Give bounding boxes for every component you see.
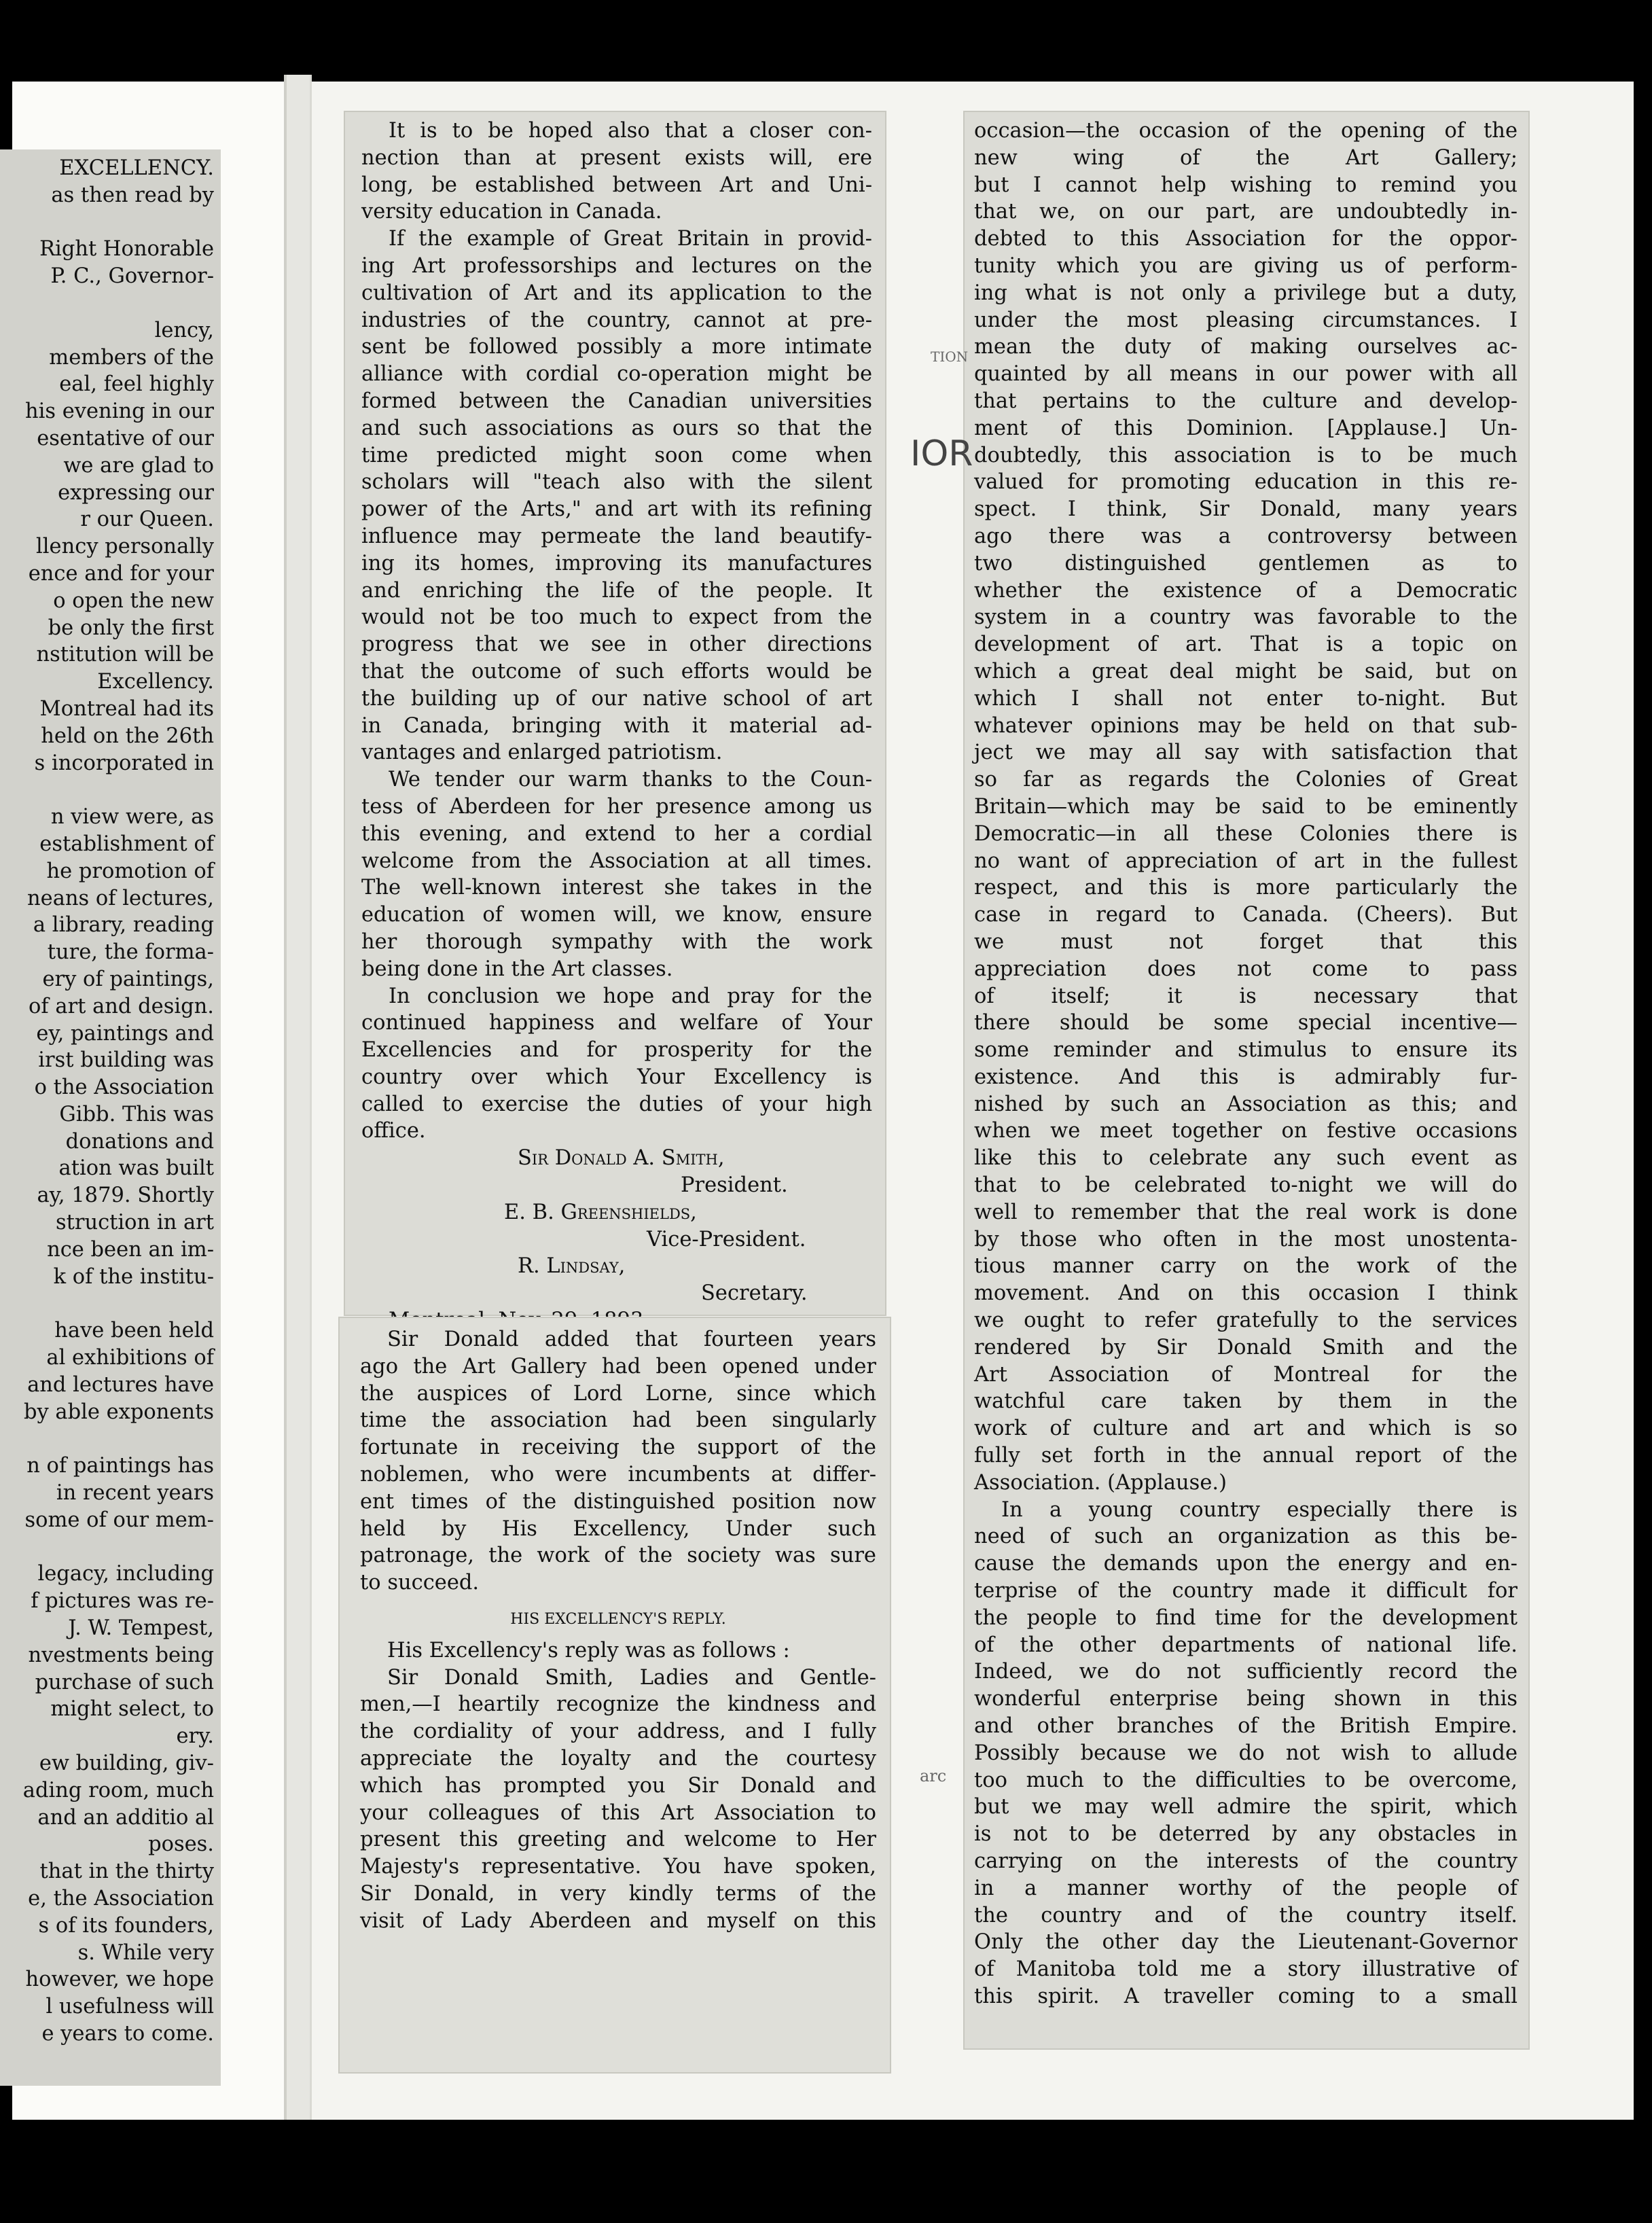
right-line: the people to find time for the development [974, 1605, 1518, 1630]
right-line: we must not forget that this [974, 929, 1518, 954]
right-line: Only the other day the Lieutenant-Governor [974, 1930, 1518, 1955]
signature-name: E. B. Greenshields, [504, 1200, 697, 1224]
address-line: cultivation of Art and its application to the [361, 281, 872, 305]
address-line: It is to be hoped also that a closer con- [389, 119, 872, 143]
left-line: s of its founders, [38, 1913, 214, 1938]
reply-heading: HIS EXCELLENCY'S REPLY. [510, 1610, 726, 1628]
right-line: well to remember that the real work is done [974, 1200, 1518, 1224]
signature-title: Secretary. [701, 1281, 808, 1306]
right-line: of the other departments of national life. [974, 1633, 1518, 1657]
left-line: ery of paintings, [42, 967, 214, 991]
left-line [0, 290, 214, 317]
right-line: when we meet together on festive occasions [974, 1119, 1518, 1143]
reply-line: visit of Lady Aberdeen and myself on this [360, 1908, 876, 1933]
reply-line: your colleagues of this Art Association to [360, 1800, 876, 1825]
right-line: which I shall not enter to-night. But [974, 686, 1518, 711]
right-line: cause the demands upon the energy and en- [974, 1552, 1518, 1576]
address-line: Excellencies and for prosperity for the [361, 1038, 872, 1063]
left-line: poses. [148, 1832, 214, 1857]
left-line [0, 1534, 214, 1561]
left-line: have been held [54, 1319, 214, 1343]
address-line: continued happiness and welfare of Your [361, 1011, 872, 1035]
right-line: need of such an organization as this be- [974, 1525, 1518, 1549]
address-line: ing its homes, improving its manufactures [361, 551, 872, 575]
reply-line: Sir Donald added that fourteen years [387, 1328, 876, 1351]
address-line: and enriching the life of the people. It [361, 578, 872, 603]
right-line: appreciation does not come to pass [974, 957, 1518, 981]
left-line: nce been an im- [47, 1237, 214, 1262]
left-line: ey, paintings and [36, 1021, 214, 1046]
address-line: scholars will "teach also with the silent [361, 470, 872, 495]
address-line: welcome from the Association at all times. [361, 849, 872, 873]
left-line: EXCELLENCY. [59, 156, 214, 180]
middle-clipping-reply [340, 1318, 890, 2072]
address-line: and such associations as ours so that the [361, 416, 872, 440]
left-column-text [0, 155, 214, 2048]
reply-line: His Excellency's reply was as follows : [387, 1638, 790, 1662]
right-line: valued for promoting education in this re- [974, 470, 1518, 495]
address-line: versity education in Canada. [361, 200, 662, 224]
right-line: debted to this Association for the oppor- [974, 227, 1518, 251]
left-line: might select, to [50, 1697, 214, 1722]
scan-border-right [1634, 0, 1652, 2223]
left-line: lency, [154, 318, 214, 342]
reply-line: which has prompted you Sir Donald and [360, 1773, 876, 1798]
right-line: fully set forth in the annual report of the [974, 1444, 1518, 1468]
left-line: e years to come. [41, 2021, 214, 2046]
signature-title: President. [681, 1173, 788, 1198]
left-line: Gibb. This was [59, 1102, 214, 1126]
right-line: too much to the difficulties to be overcome, [974, 1768, 1518, 1792]
address-line: called to exercise the duties of your high [361, 1092, 872, 1116]
right-column-text [974, 118, 1518, 2010]
right-line: two distinguished gentlemen as to [974, 551, 1518, 575]
left-line: Excellency. [97, 670, 214, 694]
address-line: being done in the Art classes. [361, 957, 673, 981]
address-line: would not be too much to expect from the [361, 605, 872, 630]
address-line: this evening, and extend to her a cordial [361, 821, 872, 846]
scan-border-top [0, 0, 1652, 82]
right-line: system in a country was favorable to the [974, 605, 1518, 630]
right-line: nished by such an Association as this; and [974, 1092, 1518, 1116]
right-line: In a young country especially there is [1001, 1497, 1518, 1522]
left-line: donations and [65, 1129, 214, 1154]
left-line [0, 1425, 214, 1453]
right-line: respect, and this is more particularly the [974, 876, 1518, 900]
right-line: by those who often in the most unostenta- [974, 1227, 1518, 1251]
background-fragment-ior: IOR [910, 433, 973, 474]
reply-line: to succeed. [360, 1571, 480, 1595]
right-clipping [965, 112, 1528, 2048]
right-line: wonderful enterprise being shown in this [974, 1687, 1518, 1711]
left-line: we are glad to [63, 453, 214, 478]
reply-line: the auspices of Lord Lorne, since which [360, 1381, 876, 1406]
right-line: is not to be deterred by any obstacles in [974, 1822, 1518, 1847]
right-line: Possibly because we do not wish to allude [974, 1741, 1518, 1765]
left-line: that in the thirty [39, 1860, 214, 1884]
right-line: no want of appreciation of art in the fullest [974, 849, 1518, 873]
right-line: there should be some special incentive— [974, 1011, 1518, 1035]
left-line: o open the new [53, 588, 214, 613]
right-line: under the most pleasing circumstances. I [974, 308, 1518, 332]
left-line: members of the [49, 345, 214, 370]
left-line: ence and for your [28, 561, 214, 586]
page-gutter [284, 75, 312, 2120]
address-line: the building up of our native school of art [361, 686, 872, 711]
right-line: and other branches of the British Empire. [974, 1714, 1518, 1739]
address-line: country over which Your Excellency is [361, 1065, 872, 1089]
address-text [361, 118, 872, 1334]
left-line: Montreal had its [39, 696, 214, 721]
right-line: rendered by Sir Donald Smith and the [974, 1335, 1518, 1359]
address-line: that the outcome of such efforts would be [361, 659, 872, 683]
address-line: nection than at present exists will, ere [361, 145, 872, 170]
right-line: existence. And this is admirably fur- [974, 1065, 1518, 1089]
left-line: esentative of our [37, 426, 214, 450]
scan-border-bottom [0, 2120, 1652, 2223]
address-line: ing Art professorships and lectures on the [361, 253, 872, 278]
right-line: whether the existence of a Democratic [974, 578, 1518, 603]
left-line: n of paintings has [26, 1454, 214, 1478]
left-line: as then read by [51, 183, 214, 207]
right-line: movement. And on this occasion I think [974, 1281, 1518, 1306]
address-line: progress that we see in other directions [361, 633, 872, 657]
reply-line: Sir Donald, in very kindly terms of the [360, 1881, 876, 1906]
left-line: nvestments being [28, 1643, 214, 1667]
right-line: carrying on the interests of the country [974, 1849, 1518, 1873]
address-line: time predicted might soon come when [361, 443, 872, 467]
address-line: formed between the Canadian universities [361, 389, 872, 413]
left-line: ture, the forma- [47, 940, 214, 965]
left-line: e, the Association [28, 1887, 214, 1910]
left-line [0, 209, 214, 236]
left-line: ay, 1879. Shortly [37, 1184, 214, 1208]
reply-line: present this greeting and welcome to Her [360, 1828, 876, 1852]
left-line: nstitution will be [36, 643, 214, 667]
right-line: in a manner worthy of the people of [974, 1876, 1518, 1900]
right-line: like this to celebrate any such event as [974, 1146, 1518, 1171]
right-line: work of culture and art and which is so [974, 1417, 1518, 1441]
right-line: Art Association of Montreal for the [974, 1362, 1518, 1387]
left-line: purchase of such [35, 1670, 214, 1694]
address-line: alliance with cordial co-operation might be [361, 362, 872, 387]
background-fragment-ation: TION [931, 349, 969, 365]
right-line: tunity which you are giving us of perform- [974, 253, 1518, 278]
right-line: watchful care taken by them in the [974, 1389, 1518, 1414]
right-line: the country and of the country itself. [974, 1903, 1518, 1927]
address-line: We tender our warm thanks to the Coun- [389, 768, 872, 792]
right-line: that we, on our part, are undoubtedly in- [974, 200, 1518, 224]
left-line: s. While very [77, 1940, 214, 1965]
address-line: In conclusion we hope and pray for the [389, 984, 872, 1008]
address-line: power of the Arts," and art with its refining [361, 497, 872, 522]
left-line: s incorporated in [34, 751, 214, 775]
right-line: Democratic—in all these Colonies there is [974, 821, 1518, 846]
reply-line: time the association had been singularly [360, 1408, 876, 1433]
address-line: her thorough sympathy with the work [361, 929, 872, 954]
right-line: we ought to refer gratefully to the services [974, 1309, 1518, 1333]
reply-line: ago the Art Gallery had been opened under [360, 1354, 876, 1379]
address-line: office. [361, 1119, 426, 1143]
right-line: tious manner carry on the work of the [974, 1254, 1518, 1279]
left-line: o the Association [34, 1075, 214, 1100]
right-line: doubtedly, this association is to be much [974, 443, 1518, 467]
left-line: struction in art [55, 1211, 214, 1235]
right-line: mean the duty of making ourselves ac- [974, 335, 1518, 359]
right-line: which a great deal might be said, but on [974, 659, 1518, 683]
right-line: that pertains to the culture and develop- [974, 389, 1518, 413]
right-line: quainted by all means in our power with all [974, 362, 1518, 387]
left-line: some of our mem- [24, 1508, 214, 1532]
left-line: r our Queen. [80, 508, 214, 532]
left-line: llency personally [36, 535, 214, 559]
right-line: that to be celebrated to-night we will do [974, 1173, 1518, 1198]
right-line: of itself; it is necessary that [974, 984, 1518, 1008]
right-line: ment of this Dominion. [Applause.] Un- [974, 416, 1518, 440]
left-line: k of the institu- [53, 1264, 214, 1289]
left-line: establishment of [39, 832, 214, 856]
right-line: new wing of the Art Gallery; [974, 145, 1518, 170]
left-line: l usefulness will [46, 1995, 214, 2019]
reply-text [360, 1326, 876, 1935]
reply-line: noblemen, who were incumbents at differ- [360, 1462, 876, 1487]
left-line: n view were, as [50, 805, 214, 830]
right-line: this spirit. A traveller coming to a small [974, 1984, 1518, 2008]
left-line: of art and design. [29, 994, 214, 1018]
right-line: development of art. That is a topic on [974, 633, 1518, 657]
address-line: industries of the country, cannot at pre- [361, 308, 872, 332]
reply-line: Sir Donald Smith, Ladies and Gentle- [387, 1665, 876, 1690]
left-line: ading room, much [22, 1778, 214, 1802]
left-line: by able exponents [23, 1400, 214, 1424]
left-line: neans of lectures, [27, 886, 214, 910]
left-line: legacy, including [37, 1562, 214, 1586]
address-line: vantages and enlarged patriotism. [361, 741, 723, 765]
right-line: whatever opinions may be held on that sub- [974, 713, 1518, 738]
left-line: expressing our [58, 480, 214, 505]
right-line: but I cannot help wishing to remind you [974, 173, 1518, 197]
left-line: ery. [176, 1724, 214, 1749]
address-line: tess of Aberdeen for her presence among us [361, 794, 872, 819]
left-line: in recent years [56, 1481, 214, 1506]
left-line: ation was built [58, 1156, 214, 1181]
left-line: ew building, giv- [39, 1751, 214, 1776]
left-line: however, we hope [25, 1968, 214, 1992]
left-line: and an additio al [37, 1805, 214, 1830]
left-line: P. C., Governor- [50, 264, 214, 289]
right-line: occasion—the occasion of the opening of the [974, 119, 1518, 143]
reply-line: patronage, the work of the society was sure [360, 1544, 876, 1568]
right-line: terprise of the country made it difficult for [974, 1579, 1518, 1603]
signature-title: Vice-President. [647, 1227, 806, 1251]
right-line: spect. I think, Sir Donald, many years [974, 497, 1518, 522]
left-line: be only the first [48, 616, 214, 640]
reply-line: appreciate the loyalty and the courtesy [360, 1746, 876, 1771]
reply-line: fortunate in receiving the support of the [360, 1436, 876, 1460]
address-line: sent be followed possibly a more intimate [361, 335, 872, 359]
left-line: a library, reading [33, 913, 214, 938]
reply-line: held by His Excellency, Under such [360, 1516, 876, 1541]
left-line: he promotion of [46, 859, 214, 883]
reply-line: men,—I heartily recognize the kindness and [360, 1692, 876, 1717]
left-line: Right Honorable [39, 237, 214, 262]
right-line: case in regard to Canada. (Cheers). But [974, 903, 1518, 927]
background-fragment-arc: arc [920, 1766, 947, 1785]
left-clipping [0, 149, 221, 2086]
left-line: al exhibitions of [46, 1346, 214, 1370]
address-line: education of women will, we know, ensure [361, 903, 872, 927]
reply-line: Majesty's representative. You have spoken, [360, 1855, 876, 1879]
right-line: Indeed, we do not sufficiently record the [974, 1660, 1518, 1684]
right-line: Britain—which may be said to be eminently [974, 794, 1518, 819]
address-line: The well-known interest she takes in the [361, 876, 872, 900]
left-line: f pictures was re- [31, 1589, 214, 1614]
left-line: eal, feel highly [59, 372, 214, 397]
reply-line: ent times of the distinguished position now [360, 1489, 876, 1514]
middle-clipping-address [345, 112, 885, 1315]
right-line: ago there was a controversy between [974, 524, 1518, 548]
right-line: some reminder and stimulus to ensure its [974, 1038, 1518, 1063]
signature-name: R. Lindsay, [518, 1254, 626, 1279]
address-line: long, be established between Art and Uni- [361, 173, 872, 197]
right-line: of Manitoba told me a story illustrative of [974, 1957, 1518, 1982]
signature-name: Sir Donald A. Smith, [518, 1146, 725, 1171]
address-line: influence may permeate the land beautify- [361, 524, 872, 548]
right-line: ject we may all say with satisfaction that [974, 741, 1518, 765]
right-line: Association. (Applause.) [974, 1470, 1227, 1495]
reply-line: the cordiality of your address, and I fully [360, 1720, 876, 1744]
address-line: If the example of Great Britain in provid- [389, 227, 872, 251]
left-line: and lectures have [27, 1372, 214, 1397]
left-line: J. W. Tempest, [68, 1616, 214, 1641]
left-line [0, 777, 214, 804]
left-line: held on the 26th [41, 724, 214, 748]
left-line: irst building was [38, 1048, 214, 1073]
right-line: so far as regards the Colonies of Great [974, 768, 1518, 792]
right-line: but we may well admire the spirit, which [974, 1795, 1518, 1819]
right-line: ing what is not only a privilege but a duty, [974, 281, 1518, 305]
address-line: in Canada, bringing with it material ad- [361, 713, 872, 738]
left-line [0, 1290, 214, 1317]
left-line: his evening in our [24, 399, 214, 424]
